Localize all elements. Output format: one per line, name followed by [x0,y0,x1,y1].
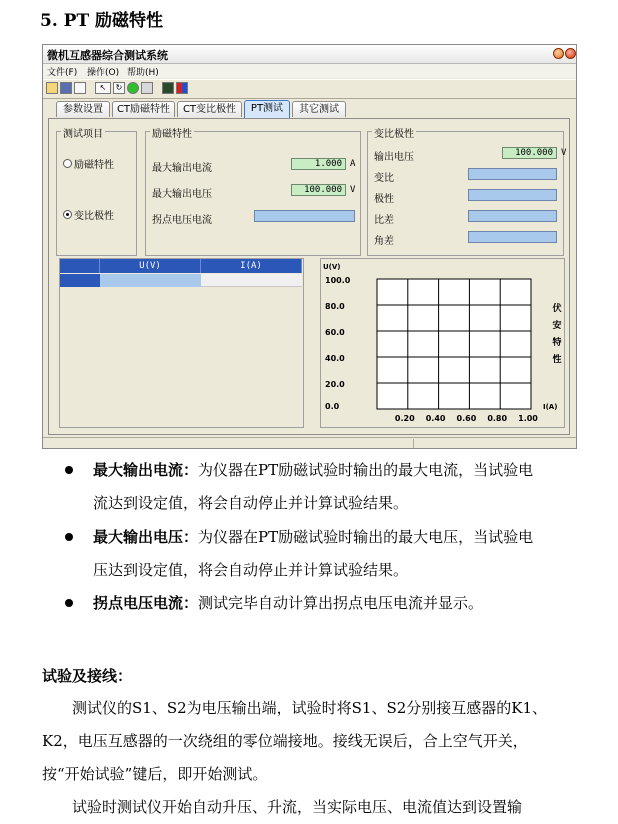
ratio-field [468,168,557,180]
radio-ratio-label: 变比极性 [74,211,114,222]
tab-params[interactable]: 参数设置 [56,101,110,117]
open-folder-icon[interactable] [46,82,58,94]
output-voltage-field[interactable]: 100.000 [502,147,557,159]
bullet-text: 测试完毕自动计算出拐点电压电流并显示。 [198,594,484,612]
y-tick-label: 40.0 [325,354,345,363]
output-voltage-unit: V [561,148,567,158]
monitor-icon[interactable] [162,82,174,94]
radio-ratio-polarity[interactable] [63,210,72,219]
wiring-heading: 试验及接线： [42,667,133,685]
window-title: 微机互感器综合测试系统 [47,49,168,62]
output-voltage-label: 输出电压 [374,152,414,163]
knee-point-field [254,210,355,222]
cursor-icon[interactable]: ↖ [95,82,111,94]
x-tick-label: 0.60 [456,414,477,423]
refresh-icon[interactable]: ↻ [113,82,125,94]
bullet-term: 拐点电压电流： [93,594,199,612]
status-bar [43,437,576,449]
y-tick-label: 20.0 [325,380,345,389]
status-divider [413,439,414,449]
test-item-legend: 测试项目 [61,125,105,140]
radio-excitation[interactable] [63,159,72,168]
bullet-text: 为仪器在PT励磁试验时输出的最大电压，当试验电 [198,528,534,546]
wiring-paragraph-line-4: 试验时测试仪开始自动升压、升流，当实际电压、电流值达到设置输 [42,798,523,816]
table-header-current: I(A) [201,259,302,273]
tab-other[interactable]: 其它测试 [292,101,346,117]
angle-error-label: 角差 [374,236,394,247]
toolbar [43,79,576,99]
table-cell-current[interactable] [201,274,302,287]
ratio-polarity-group [367,129,567,256]
excitation-group [145,131,361,256]
chart-canvas [321,259,564,427]
chart-side-label: 安 [552,321,562,331]
close-button[interactable] [565,48,576,59]
wiring-paragraph-line-3: 按“开始试验”键后，即开始测试。 [42,765,268,783]
max-voltage-label: 最大输出电压 [152,189,212,200]
max-current-label: 最大输出电流 [152,163,212,174]
save-icon[interactable] [60,82,72,94]
x-tick-label: 0.20 [394,414,415,423]
ratio-polarity-legend: 变比极性 [372,125,416,140]
bullet-item-max-voltage [93,521,588,587]
x-tick-label: 1.00 [518,414,538,423]
max-current-field[interactable]: 1.000 [291,158,346,170]
test-item-group [56,131,137,256]
app-window [42,44,577,449]
max-voltage-field[interactable]: 100.000 [291,184,346,196]
y-tick-label: 0.0 [325,402,340,411]
menu-help[interactable]: 帮助(H) [127,68,159,78]
excitation-legend: 励磁特性 [150,125,194,140]
menu-bar [43,64,576,78]
ratio-label: 变比 [374,173,394,184]
palette-icon[interactable] [176,82,188,94]
knee-point-label: 拐点电压电流 [152,215,212,226]
wiring-paragraph-line-1: 测试仪的S1、S2为电压输出端，试验时将S1、S2分别接互感器的K1、 [42,699,548,717]
table-header-index [60,259,100,273]
y-tick-label: 100.0 [325,276,351,285]
x-tick-label: 0.80 [487,414,508,423]
start-icon[interactable] [127,82,139,94]
menu-operate[interactable]: 操作(O) [87,68,120,78]
bullet-term: 最大输出电压： [93,528,199,546]
tab-strip [43,99,576,119]
tab-ct-excitation[interactable]: CT励磁特性 [112,101,175,117]
minimize-button[interactable] [553,48,564,59]
ratio-error-field [468,210,557,222]
new-document-icon[interactable] [74,82,86,94]
ratio-error-label: 比差 [374,215,394,226]
table-cell-voltage[interactable] [100,274,201,287]
angle-error-field [468,231,557,243]
tab-page [48,118,570,435]
table-header-voltage: U(V) [100,259,201,273]
max-current-unit: A [350,159,356,169]
result-table [59,258,304,428]
volt-ampere-chart [320,258,565,428]
bullet-dot [65,533,73,541]
title-bar [43,45,576,64]
y-axis-label: U(V) [323,263,341,271]
x-axis-label: I(A) [543,403,558,411]
chart-side-label: 特 [552,338,562,348]
chart-side-label: 性 [552,355,562,365]
bullet-term: 最大输出电流： [93,461,199,479]
bullet-item-knee-point [93,587,588,620]
radio-excitation-label: 励磁特性 [74,160,114,171]
y-tick-label: 80.0 [325,302,345,311]
stop-icon[interactable] [141,82,153,94]
bullet-dot [65,599,73,607]
bullet-text-cont: 压达到设定值，将会自动停止并计算试验结果。 [93,561,409,579]
bullet-item-max-current [93,454,588,520]
tab-ct-ratio[interactable]: CT变比极性 [177,101,242,117]
plot-area [377,279,531,409]
chart-side-label: 伏 [552,304,562,314]
bullet-text: 为仪器在PT励磁试验时输出的最大电流，当试验电 [198,461,534,479]
tab-pt-test[interactable]: PT测试 [244,100,290,118]
bullet-text-cont: 流达到设定值，将会自动停止并计算试验结果。 [93,494,409,512]
polarity-field [468,189,557,201]
x-tick-label: 0.40 [425,414,446,423]
polarity-label: 极性 [374,194,394,205]
max-voltage-unit: V [350,185,356,195]
wiring-paragraph-line-2: K2，电压互感器的一次绕组的零位端接地。接线无误后，合上空气开关， [42,732,528,750]
table-row-marker[interactable] [60,274,100,287]
y-tick-label: 60.0 [325,328,345,337]
bullet-dot [65,466,73,474]
menu-file[interactable]: 文件(F) [47,68,78,78]
section-title: 5. PT 励磁特性 [40,11,164,31]
